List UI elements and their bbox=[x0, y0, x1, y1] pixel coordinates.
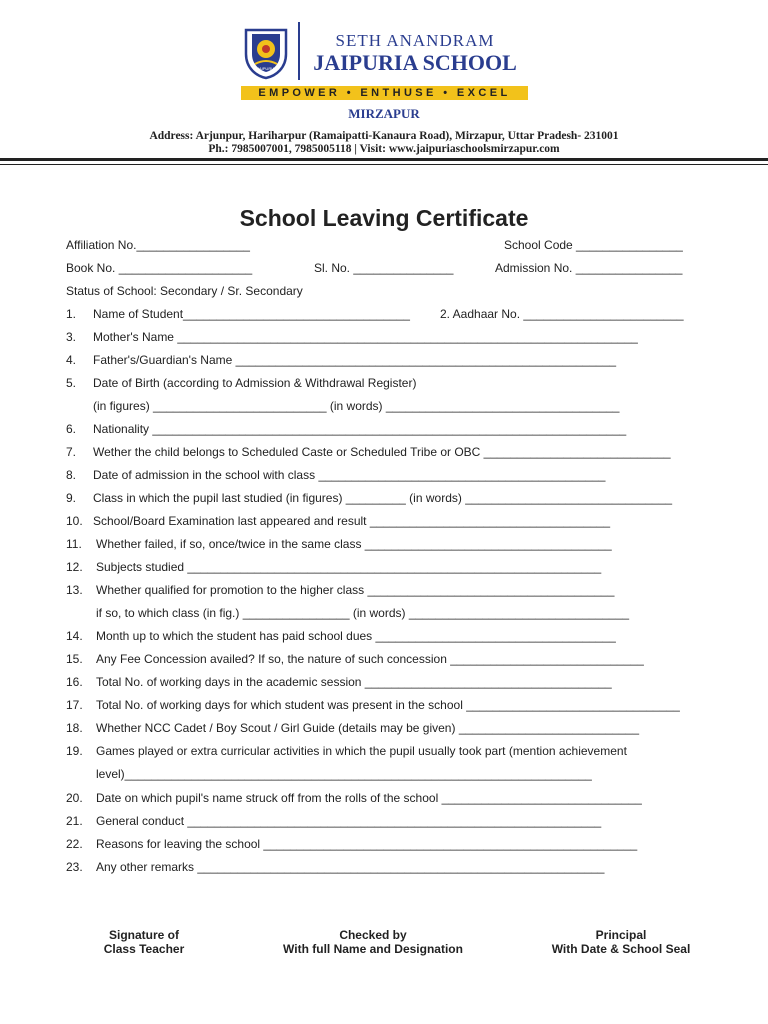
item-number: 19. bbox=[66, 744, 83, 758]
signature-label: With full Name and Designation bbox=[283, 942, 463, 956]
admission-no-field: Admission No. ________________ bbox=[495, 261, 683, 275]
last-class-field: Class in which the pupil last studied (in figures) _________ (in words) _______________________________ bbox=[93, 491, 673, 505]
item-number: 10. bbox=[66, 514, 83, 528]
leaving-reason-field: Reasons for leaving the school ________________________________________________________ bbox=[96, 837, 638, 851]
item-number: 9. bbox=[66, 491, 77, 505]
book-no-field: Book No. ____________________ bbox=[66, 261, 253, 275]
days-present-field: Total No. of working days for which student was present in the school ________________________________ bbox=[96, 698, 680, 712]
class-teacher-signature bbox=[74, 928, 214, 956]
school-contact: Ph.: 7985007001, 7985005118 | Visit: www.jaipuriaschoolsmirzapur.com bbox=[208, 143, 560, 155]
item-number: 8. bbox=[66, 468, 77, 482]
item-number: 16. bbox=[66, 675, 83, 689]
item-number: 3. bbox=[66, 330, 77, 344]
school-address: Address: Arjunpur, Hariharpur (Ramaipatti-Kanaura Road), Mirzapur, Uttar Pradesh- 231001 bbox=[149, 130, 619, 142]
principal-signature bbox=[536, 928, 706, 956]
school-name-line2: JAIPURIA SCHOOL bbox=[313, 50, 517, 75]
item-number: 20. bbox=[66, 791, 83, 805]
header-rule-thick bbox=[0, 158, 768, 161]
item-number: 13. bbox=[66, 583, 83, 597]
promotion-class-field: if so, to which class (in fig.) ________________ (in words) _________________________________ bbox=[96, 606, 630, 620]
item-number: 11. bbox=[66, 537, 82, 551]
games-label: Games played or extra curricular activities in which the pupil usually took part (mention achievement bbox=[96, 744, 627, 758]
date-of-birth-field: (in figures) __________________________ (in words) ___________________________________ bbox=[93, 399, 620, 413]
dues-field: Month up to which the student has paid school dues ____________________________________ bbox=[96, 629, 616, 643]
header-rule-thin bbox=[0, 164, 768, 165]
item-number: 18. bbox=[66, 721, 83, 735]
item-number: 6. bbox=[66, 422, 77, 436]
school-crest-logo bbox=[238, 24, 294, 80]
item-number: 21. bbox=[66, 814, 83, 828]
school-status: Status of School: Secondary / Sr. Secondary bbox=[66, 284, 303, 298]
failed-field: Whether failed, if so, once/twice in the same class _____________________________________ bbox=[96, 537, 612, 551]
school-name-line1: SETH ANANDRAM bbox=[335, 31, 495, 50]
working-days-field: Total No. of working days in the academic session _____________________________________ bbox=[96, 675, 612, 689]
item-number: 4. bbox=[66, 353, 77, 367]
conduct-field: General conduct ______________________________________________________________ bbox=[96, 814, 602, 828]
signature-label: Signature of bbox=[108, 928, 179, 942]
certificate-title: School Leaving Certificate bbox=[239, 205, 529, 231]
subjects-field: Subjects studied ______________________________________________________________ bbox=[96, 560, 602, 574]
games-field: level)______________________________________________________________________ bbox=[96, 767, 592, 781]
caste-field: Wether the child belongs to Scheduled Caste or Scheduled Tribe or OBC ____________________________ bbox=[93, 445, 671, 459]
letterhead bbox=[0, 0, 768, 170]
remarks-field: Any other remarks _____________________________________________________________ bbox=[96, 860, 605, 874]
school-code-field: School Code ________________ bbox=[504, 238, 683, 252]
item-number: 1. bbox=[66, 307, 77, 321]
signature-label: Class Teacher bbox=[103, 942, 185, 956]
affiliation-field: Affiliation No._________________ bbox=[66, 238, 250, 252]
nationality-field: Nationality _______________________________________________________________________ bbox=[93, 422, 627, 436]
signature-label: Checked by bbox=[339, 928, 407, 942]
item-number: 17. bbox=[66, 698, 83, 712]
logo-lettering: JAIPURIA bbox=[256, 66, 276, 71]
struck-off-date-field: Date on which pupil's name struck off from the rolls of the school ______________________________ bbox=[96, 791, 642, 805]
ncc-field: Whether NCC Cadet / Boy Scout / Girl Guide (details may be given) ___________________________ bbox=[96, 721, 640, 735]
item-number: 22. bbox=[66, 837, 83, 851]
item-number: 12. bbox=[66, 560, 83, 574]
item-number: 5. bbox=[66, 376, 77, 390]
board-exam-field: School/Board Examination last appeared and result ____________________________________ bbox=[93, 514, 611, 528]
signature-label: With Date & School Seal bbox=[551, 942, 691, 956]
signature-label: Principal bbox=[595, 928, 647, 942]
name-of-student-field: Name of Student__________________________________ bbox=[93, 307, 410, 321]
item-number: 7. bbox=[66, 445, 77, 459]
aadhaar-field: 2. Aadhaar No. ________________________ bbox=[440, 307, 684, 321]
promotion-field: Whether qualified for promotion to the higher class _____________________________________ bbox=[96, 583, 615, 597]
fathers-name-field: Father's/Guardian's Name _________________________________________________________ bbox=[93, 353, 617, 367]
school-motto: EMPOWER • ENTHUSE • EXCEL bbox=[241, 86, 528, 100]
item-number: 14. bbox=[66, 629, 83, 643]
admission-date-field: Date of admission in the school with class ___________________________________________ bbox=[93, 468, 606, 482]
date-of-birth-label: Date of Birth (according to Admission & Withdrawal Register) bbox=[93, 376, 417, 390]
sl-no-field: Sl. No. _______________ bbox=[314, 261, 454, 275]
fee-concession-field: Any Fee Concession availed? If so, the nature of such concession _____________________________ bbox=[96, 652, 644, 666]
school-city: MIRZAPUR bbox=[348, 106, 420, 121]
mothers-name-field: Mother's Name _____________________________________________________________________ bbox=[93, 330, 638, 344]
checked-by-signature bbox=[263, 928, 483, 956]
item-number: 23. bbox=[66, 860, 83, 874]
item-number: 15. bbox=[66, 652, 83, 666]
